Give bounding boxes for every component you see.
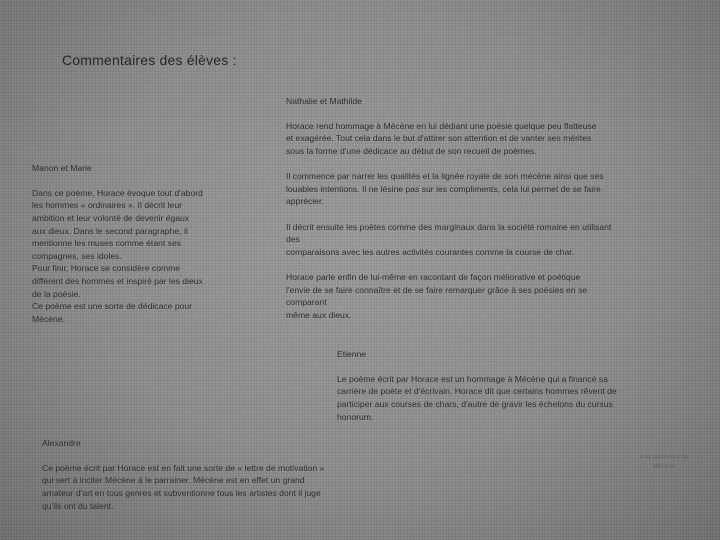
comment-text: Horace rend hommage à Mécène en lui dédiant une poésie quelque peu flatteuse et exagérée. Tout cela dans le but d'attirer son attention et de vanter ses mérites sous la forme d'une dédicace au début de son recueil de poèmes. Il commence par narrer les qualités et la lignée royale de son mécène ainsi que ses louables intentions. Il ne lésine pas sur les compliments, cela lui permet de se faire apprécier. Il décrit ensuite les poètes comme des marginaux dans la société romaine en utilisant des comparaisons avec les autres activités courantes comme la course de char. Horace parle enfin de lui-même en racontant de façon méliorative et poétique l'envie de se faire connaître et de se faire remarquer grâce à ses poésies en se comparant même aux dieux. bbox=[286, 120, 612, 320]
comment-text: Dans ce poème, Horace évoque tout d'abord les hommes « ordinaires ». Il décrit leur ambition et leur volonté de devenir égaux aux dieux. Dans le second paragraphe, il mentionne les muses comme étant ses compagnes, ses idoles. Pour finir, Horace se considère comme différent des hommes et inspiré par les dieux de la poésie. Ce poème est une sorte de dédicace pour Mécène. bbox=[32, 187, 203, 324]
comment-etienne bbox=[337, 335, 697, 423]
comment-alexandre bbox=[42, 424, 402, 512]
comment-text: Le poème écrit par Horace est un hommage à Mécène qui a financé sa carrière de poète et d'écrivain. Horace dit que certains hommes rêvent de participer aux courses de chars, d'autre de gravir les échelons du cursus honorum. bbox=[337, 373, 617, 422]
comment-author: Etienne bbox=[337, 348, 367, 359]
comment-text: Ce poème écrit par Horace est en fait une sorte de « lettre de motivation » qui sert à inciter Mécène à le parrainer. Mécène est en effet un grand amateur d'art en tous genres et subventionne tous les artistes dont il juge qu'ils ont du talent. bbox=[42, 462, 325, 511]
footer-link[interactable]: A la rencontre de Mécène bbox=[639, 454, 689, 470]
comment-author: Manon et Marie bbox=[32, 162, 92, 173]
comment-nathalie-mathilde bbox=[286, 82, 706, 321]
page-title: Commentaires des élèves : bbox=[62, 52, 237, 68]
comment-manon-marie bbox=[32, 149, 272, 325]
comment-author: Alexandre bbox=[42, 437, 81, 448]
comment-author: Nathalie et Mathilde bbox=[286, 95, 362, 106]
